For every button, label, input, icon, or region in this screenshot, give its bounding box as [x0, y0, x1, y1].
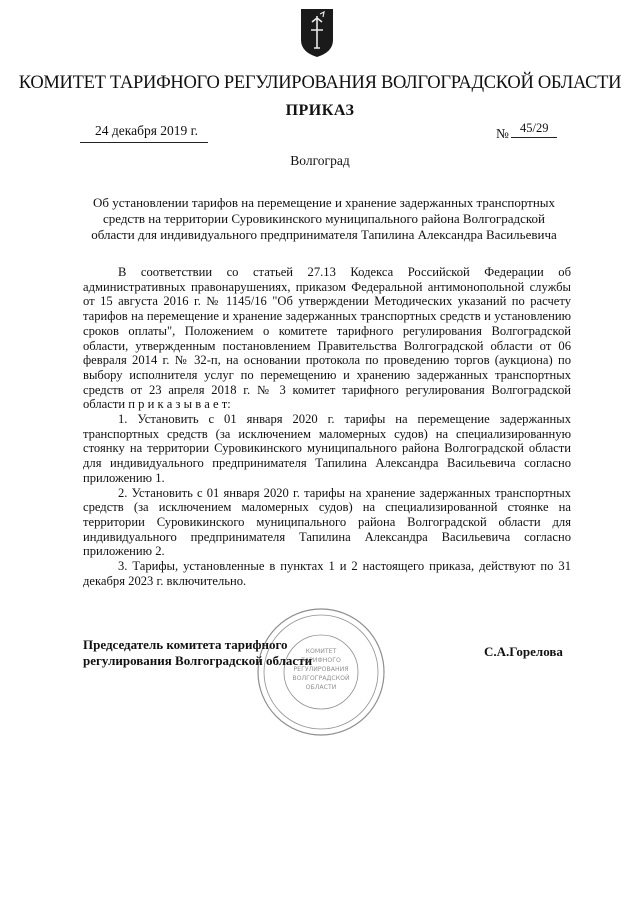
coat-of-arms-icon: [300, 8, 334, 58]
date-underline: [80, 142, 208, 143]
item-3-paragraph: 3. Тарифы, установленные в пунктах 1 и 2 настоящего приказа, действуют по 31 декабря 2023 г. включительно.: [83, 559, 571, 588]
svg-text:РЕГУЛИРОВАНИЯ: РЕГУЛИРОВАНИЯ: [293, 666, 349, 673]
signer-position-line-1: Председатель комитета тарифного: [83, 637, 288, 652]
document-body: [83, 265, 571, 588]
number-underline: [511, 137, 557, 138]
item-2-paragraph: 2. Установить с 01 января 2020 г. тарифы на хранение задержанных транспортных средств (за исключением маломерных судов) на специализированной стоянке на территории Суровикинского муниципального района Волгоградской области для индивидуального предпринимателя Тапилина Александра Васильевича согласно приложению 2.: [83, 485, 571, 559]
signer-name: С.А.Горелова: [484, 644, 563, 659]
svg-text:ОБЛАСТИ: ОБЛАСТИ: [305, 684, 337, 691]
item-1-paragraph: 1. Установить с 01 января 2020 г. тарифы на перемещение задержанных транспортных средств (за исключением маломерных судов) на специализированную стоянку на территории Суровикинского муниципального района Волгоградской области для индивидуального предпринимателя Тапилина Александра Васильевича согласно приложению 1.: [83, 412, 571, 485]
svg-text:ВОЛГОГРАДСКОЙ: ВОЛГОГРАДСКОЙ: [292, 675, 350, 682]
committee-name: КОМИТЕТ ТАРИФНОГО РЕГУЛИРОВАНИЯ ВОЛГОГРАДСКОЙ ОБЛАСТИ: [18, 73, 622, 93]
document-number: 45/29: [520, 121, 549, 135]
preamble-paragraph: В соответствии со статьей 27.13 Кодекса Российской Федерации об административных правонарушениях, приказом Федеральной антимонопольной службы от 15 августа 2016 г. № 1145/16 "Об утверждении Методических указаний по расчету тарифов на перемещение и хранение задержанных транспортных средств и установлению сроков оплаты", Положением о комитете тарифного регулирования Волгоградской области, утвержденным постановлением Правительства Волгоградской области от 06 февраля 2014 г. № 32-п, на основании протокола по проведению торгов (аукциона) по выбору исполнителя услуг по перемещению и хранению задержанных транспортных средств от 23 апреля 2018 г. № 3 комитет тарифного регулирования Волгоградской области п р и к а з ы в а е т:: [83, 265, 571, 412]
city: Волгоград: [290, 153, 350, 168]
document-subject: Об установлении тарифов на перемещение и хранение задержанных транспортных средств на территории Суровикинского муниципального района Волгоградской области для индивидуального предпринимателя Тапилина Александра Васильевича: [91, 195, 557, 242]
svg-text:КОМИТЕТ: КОМИТЕТ: [305, 648, 337, 655]
official-seal-stamp: [255, 606, 387, 738]
svg-text:ТАРИФНОГО: ТАРИФНОГО: [301, 657, 341, 664]
document-type: ПРИКАЗ: [285, 102, 355, 119]
document-date: 24 декабря 2019 г.: [95, 123, 199, 138]
signer-position-line-2: регулирования Волгоградской области: [83, 653, 313, 668]
number-sign: №: [496, 126, 509, 141]
